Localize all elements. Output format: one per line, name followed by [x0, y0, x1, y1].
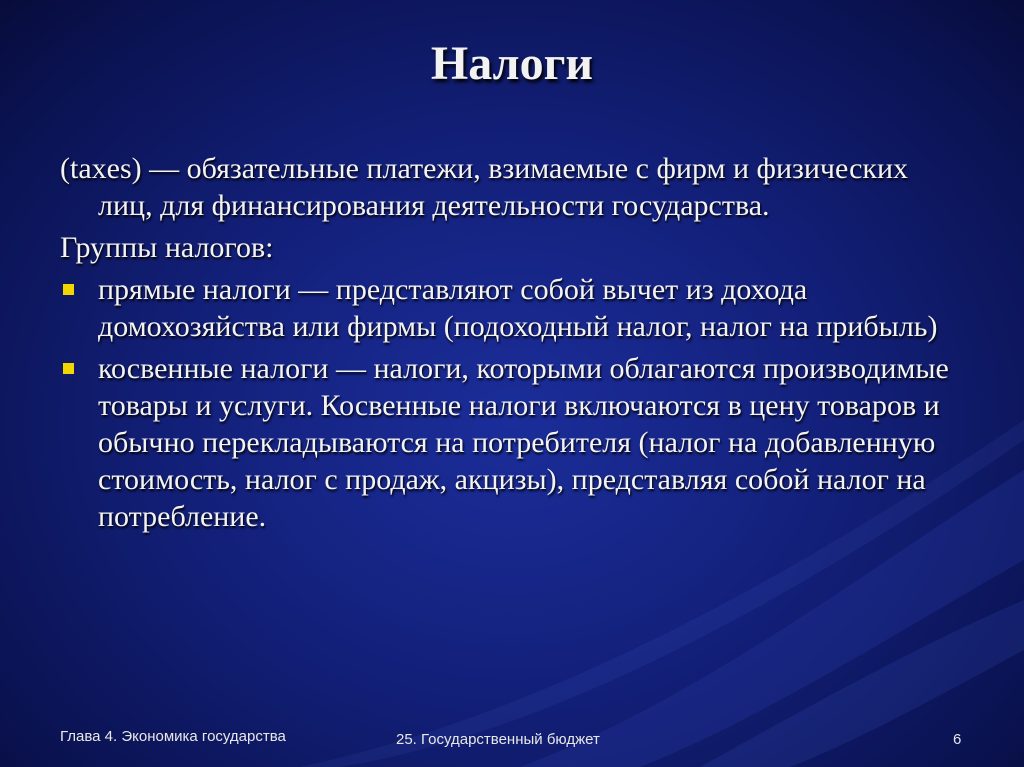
bullet-direct-taxes: [60, 271, 960, 345]
slide-body: [60, 150, 960, 540]
slide-title: Налоги: [430, 37, 594, 90]
footer-chapter: Глава 4. Экономика государства: [60, 728, 286, 745]
bullet-text: прямые налоги — представляют собой вычет из дохода домохозяйства или фирмы (подоходный налог, налог на прибыль): [98, 273, 938, 343]
slide-number: 6: [953, 731, 962, 748]
groups-heading: Группы налогов:: [60, 231, 274, 264]
bullet-text: косвенные налоги — налоги, которыми облагаются производимые товары и услуги. Косвенные налоги включаются в цену товаров и обычно перекладываются на потребителя (налог на добавленную стоимость, налог с продаж, акцизы), представляя собой налог на потребление.: [98, 352, 949, 533]
definition-text: (taxes) — обязательные платежи, взимаемые с фирм и физических лиц, для финансирования деятельности государства.: [60, 152, 909, 222]
footer-section: 25. Государственный бюджет: [396, 731, 600, 748]
bullet-indirect-taxes: [60, 350, 960, 535]
square-bullet-icon: [63, 284, 74, 295]
square-bullet-icon: [63, 363, 74, 374]
